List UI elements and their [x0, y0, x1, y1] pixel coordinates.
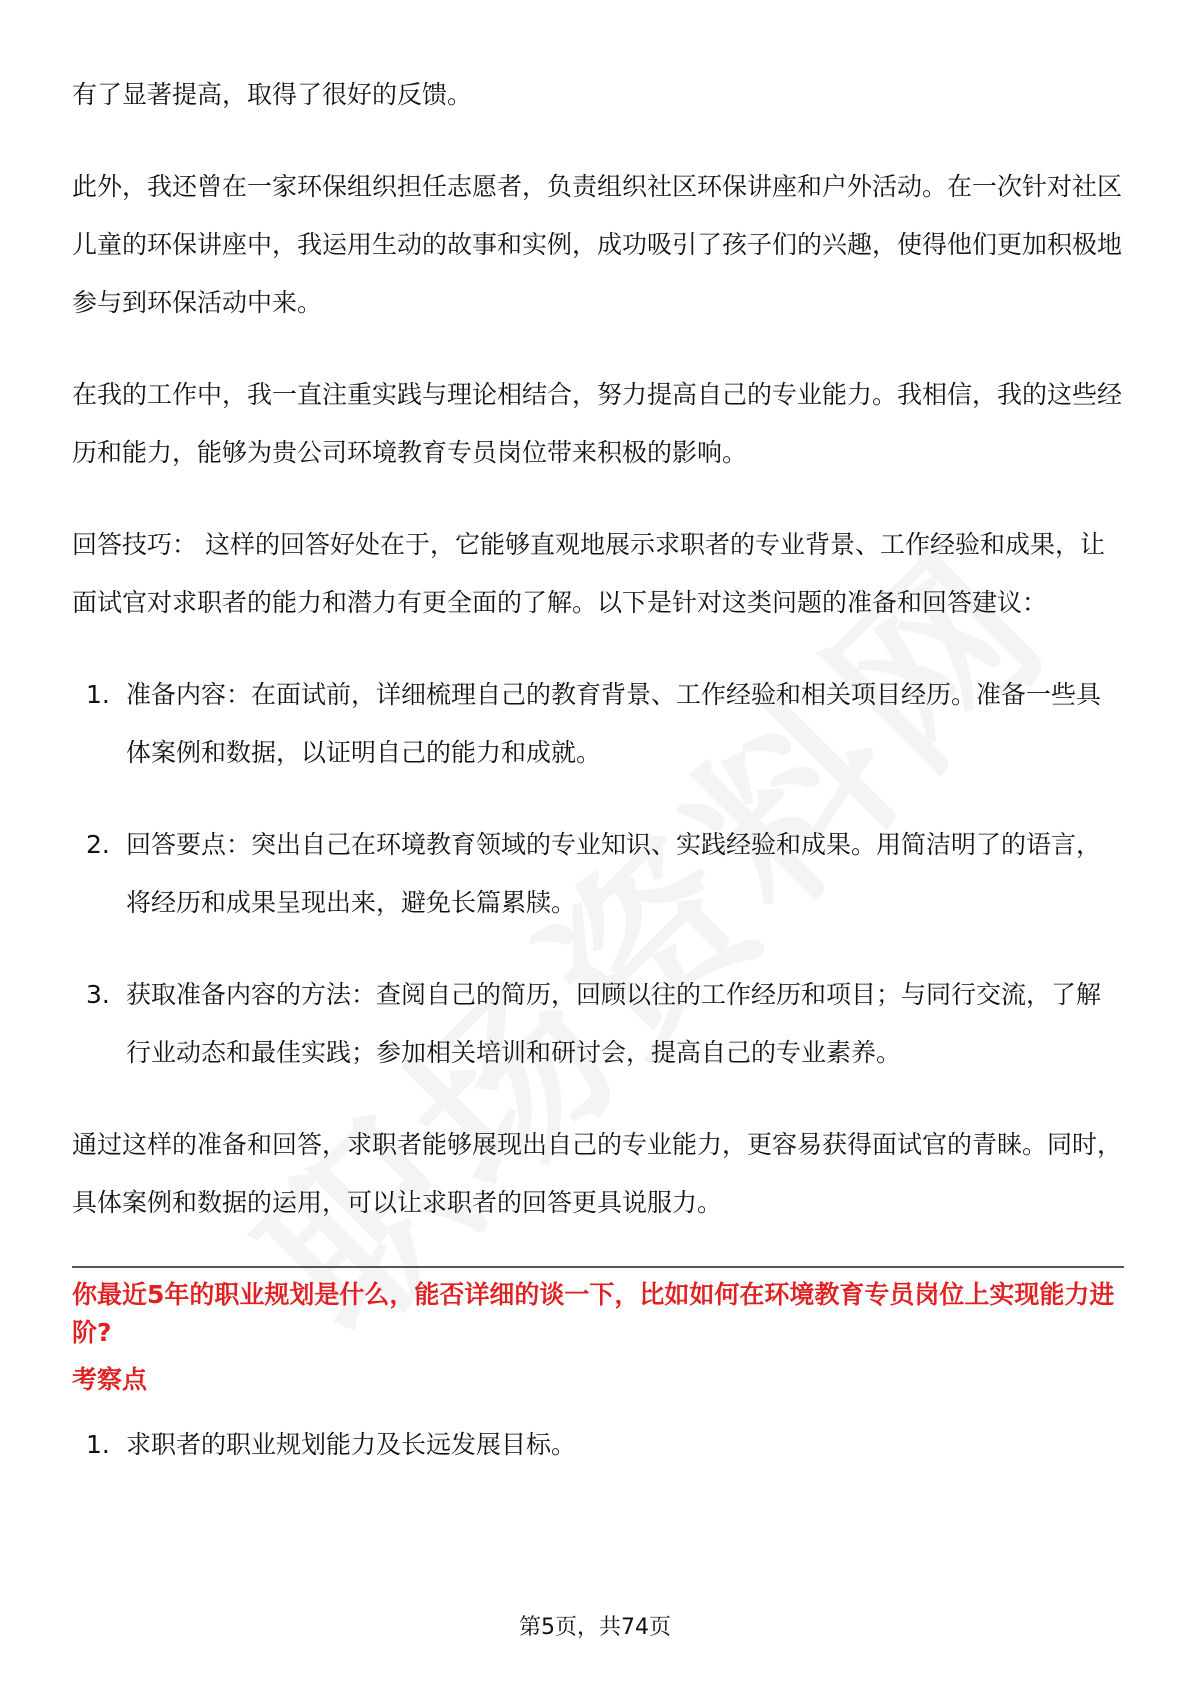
paragraph-2: 此外，我还曾在一家环保组织担任志愿者，负责组织社区环保讲座和户外活动。在一次针对社区儿童的环保讲座中，我运用生动的故事和实例，成功吸引了孩子们的兴趣，使得他们更加积极地参与到环保活动中来。 [72, 172, 1123, 317]
list-number: 2. [86, 830, 110, 859]
list-item-text: 获取准备内容的方法：查阅自己的简历，回顾以往的工作经历和项目；与同行交流，了解行业动态和最佳实践；参加相关培训和研讨会，提高自己的专业素养。 [126, 980, 1102, 1067]
paragraph-1: 有了显著提高，取得了很好的反馈。 [72, 80, 473, 109]
document-body [72, 66, 1124, 1474]
list-item-text: 求职者的职业规划能力及长远发展目标。 [126, 1430, 577, 1459]
assessment-points-list [72, 1416, 1124, 1474]
list-item [72, 966, 1124, 1082]
paragraph-3: 在我的工作中，我一直注重实践与理论相结合，努力提高自己的专业能力。我相信，我的这些经历和能力，能够为贵公司环境教育专员岗位带来积极的影响。 [72, 380, 1123, 467]
answer-tips-intro: 回答技巧： 这样的回答好处在于，它能够直观地展示求职者的专业背景、工作经验和成果，让面试官对求职者的能力和潜力有更全面的了解。以下是针对这类问题的准备和回答建议： [72, 530, 1105, 617]
section-label: 考察点 [72, 1365, 148, 1394]
list-number: 1. [86, 680, 110, 709]
section-divider [72, 1266, 1124, 1268]
page-footer: 第5页，共74页 [519, 1615, 671, 1640]
list-item-text: 回答要点：突出自己在环境教育领域的专业知识、实践经验和成果。用简洁明了的语言，将经历和成果呈现出来，避免长篇累牍。 [126, 830, 1102, 917]
list-item [72, 666, 1124, 782]
list-number: 1. [86, 1430, 110, 1459]
list-item-text: 准备内容：在面试前，详细梳理自己的教育背景、工作经验和相关项目经历。准备一些具体案例和数据，以证明自己的能力和成就。 [126, 680, 1102, 767]
list-item [72, 1416, 1124, 1474]
tips-list [72, 666, 1124, 1082]
list-item [72, 816, 1124, 932]
interview-question: 你最近5年的职业规划是什么，能否详细的谈一下，比如如何在环境教育专员岗位上实现能力进阶? [72, 1280, 1115, 1347]
list-number: 3. [86, 980, 110, 1009]
conclusion-paragraph: 通过这样的准备和回答，求职者能够展现出自己的专业能力，更容易获得面试官的青睐。同时，具体案例和数据的运用，可以让求职者的回答更具说服力。 [72, 1130, 1123, 1217]
